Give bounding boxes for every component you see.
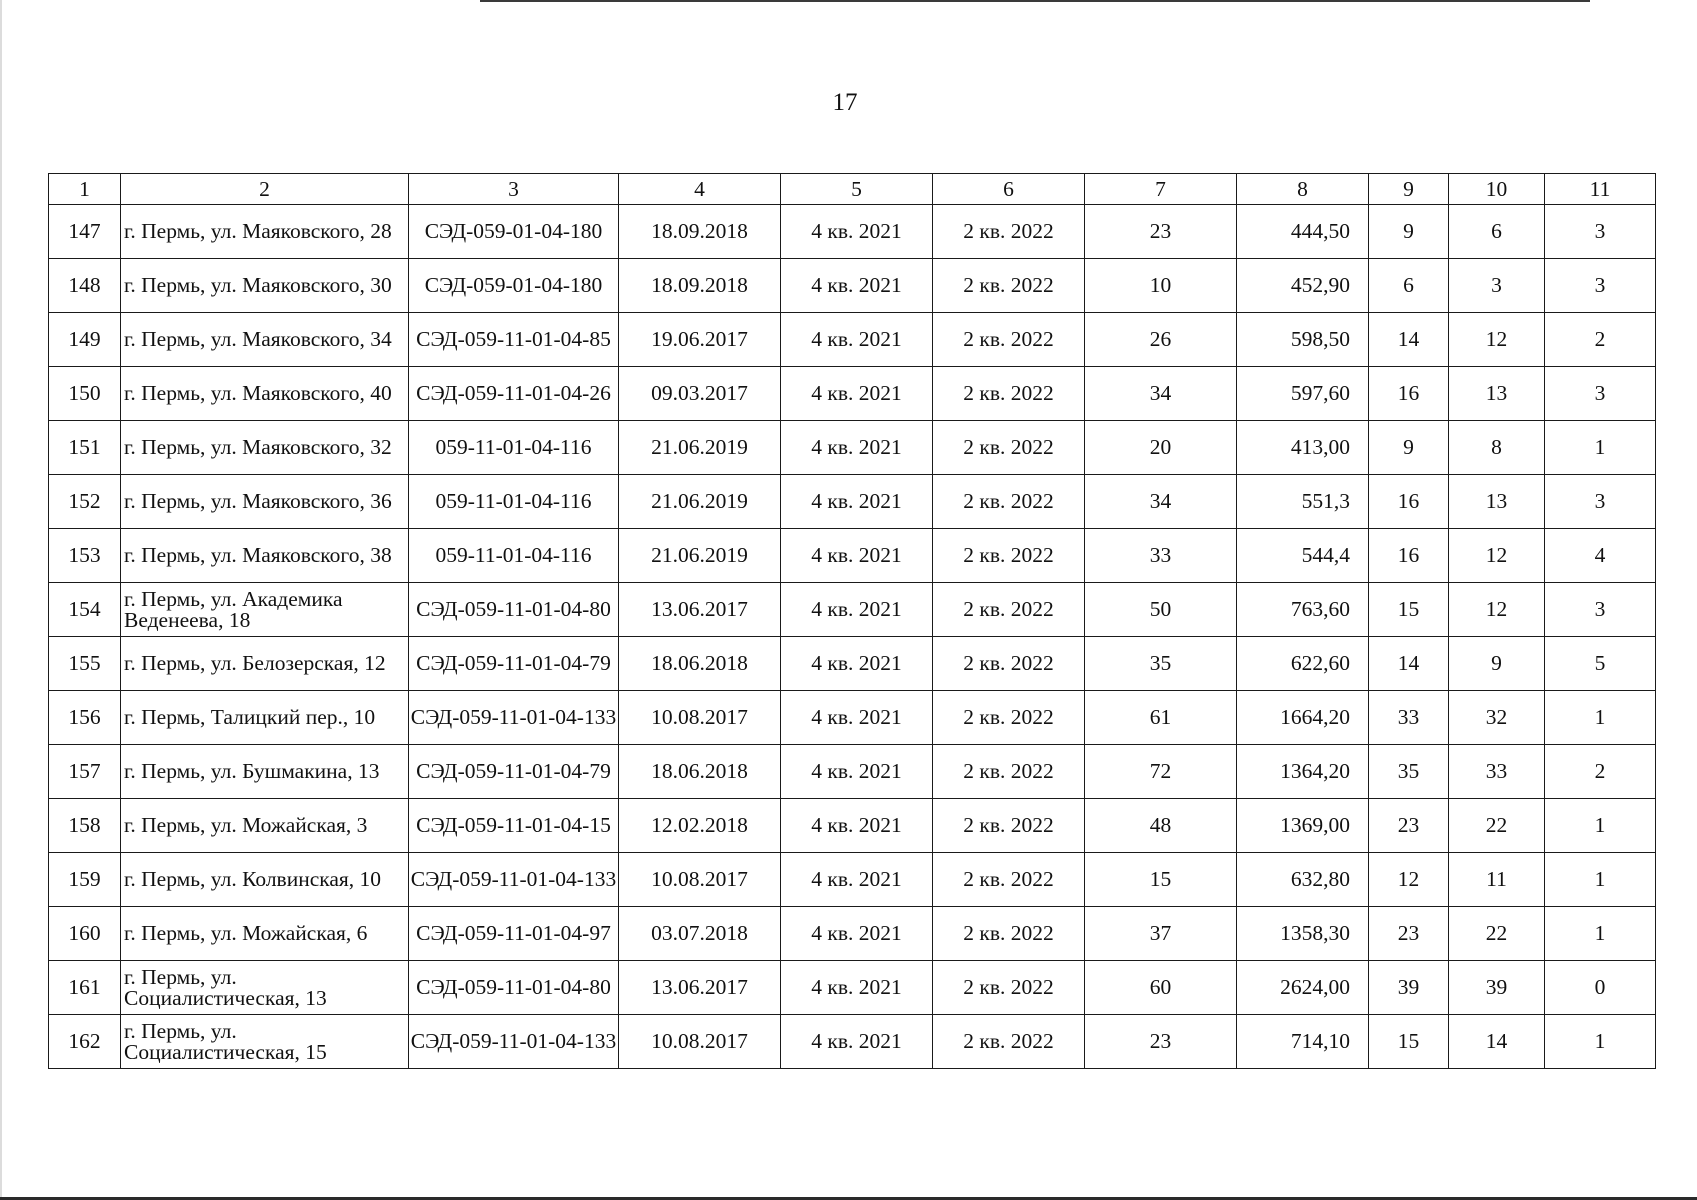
end-period-cell: 2 кв. 2022 — [933, 691, 1085, 745]
end-period-cell: 2 кв. 2022 — [933, 259, 1085, 313]
document-number-cell: СЭД-059-11-01-04-133 — [409, 691, 619, 745]
start-period-cell: 4 кв. 2021 — [781, 691, 933, 745]
column-10-cell: 12 — [1449, 583, 1545, 637]
end-period-cell: 2 кв. 2022 — [933, 313, 1085, 367]
column-10-cell: 22 — [1449, 907, 1545, 961]
document-number-cell: СЭД-059-11-01-04-133 — [409, 1015, 619, 1069]
scan-edge-top — [480, 0, 1590, 2]
row-number-cell: 160 — [49, 907, 121, 961]
document-number-cell: СЭД-059-11-01-04-79 — [409, 637, 619, 691]
address-cell: г. Пермь, ул. Колвинская, 10 — [121, 853, 409, 907]
column-11-cell: 3 — [1545, 259, 1656, 313]
document-number-cell: СЭД-059-11-01-04-80 — [409, 583, 619, 637]
column-number-row — [49, 174, 1656, 205]
end-period-cell: 2 кв. 2022 — [933, 961, 1085, 1015]
column-11-cell: 1 — [1545, 691, 1656, 745]
table-row — [49, 367, 1656, 421]
row-number-cell: 159 — [49, 853, 121, 907]
table-row — [49, 961, 1656, 1015]
column-10-cell: 13 — [1449, 367, 1545, 421]
row-number-cell: 151 — [49, 421, 121, 475]
column-10-cell: 33 — [1449, 745, 1545, 799]
column-7-cell: 20 — [1085, 421, 1237, 475]
column-11-cell: 3 — [1545, 367, 1656, 421]
end-period-cell: 2 кв. 2022 — [933, 799, 1085, 853]
column-header: 1 — [49, 174, 121, 205]
address-cell: г. Пермь, ул. Можайская, 6 — [121, 907, 409, 961]
document-number-cell: 059-11-01-04-116 — [409, 421, 619, 475]
column-8-cell: 2624,00 — [1237, 961, 1369, 1015]
table-row — [49, 313, 1656, 367]
document-number-cell: СЭД-059-11-01-04-85 — [409, 313, 619, 367]
column-11-cell: 1 — [1545, 421, 1656, 475]
column-11-cell: 2 — [1545, 313, 1656, 367]
table-row — [49, 1015, 1656, 1069]
end-period-cell: 2 кв. 2022 — [933, 907, 1085, 961]
column-8-cell: 622,60 — [1237, 637, 1369, 691]
column-10-cell: 3 — [1449, 259, 1545, 313]
column-11-cell: 1 — [1545, 907, 1656, 961]
end-period-cell: 2 кв. 2022 — [933, 529, 1085, 583]
row-number-cell: 154 — [49, 583, 121, 637]
table-row — [49, 691, 1656, 745]
column-7-cell: 10 — [1085, 259, 1237, 313]
start-period-cell: 4 кв. 2021 — [781, 205, 933, 259]
address-cell: г. Пермь, ул. Социалистическая, 13 — [121, 961, 409, 1015]
column-9-cell: 12 — [1369, 853, 1449, 907]
document-date-cell: 21.06.2019 — [619, 475, 781, 529]
column-9-cell: 14 — [1369, 637, 1449, 691]
document-number-cell: СЭД-059-11-01-04-79 — [409, 745, 619, 799]
column-9-cell: 14 — [1369, 313, 1449, 367]
column-8-cell: 1364,20 — [1237, 745, 1369, 799]
address-cell: г. Пермь, ул. Маяковского, 34 — [121, 313, 409, 367]
start-period-cell: 4 кв. 2021 — [781, 745, 933, 799]
column-10-cell: 22 — [1449, 799, 1545, 853]
start-period-cell: 4 кв. 2021 — [781, 907, 933, 961]
address-cell: г. Пермь, ул. Белозерская, 12 — [121, 637, 409, 691]
document-number-cell: 059-11-01-04-116 — [409, 475, 619, 529]
column-10-cell: 12 — [1449, 313, 1545, 367]
document-date-cell: 21.06.2019 — [619, 421, 781, 475]
column-11-cell: 4 — [1545, 529, 1656, 583]
address-cell: г. Пермь, ул. Маяковского, 40 — [121, 367, 409, 421]
column-9-cell: 9 — [1369, 205, 1449, 259]
address-cell: г. Пермь, ул. Можайская, 3 — [121, 799, 409, 853]
table-row — [49, 637, 1656, 691]
column-8-cell: 714,10 — [1237, 1015, 1369, 1069]
column-11-cell: 5 — [1545, 637, 1656, 691]
column-8-cell: 597,60 — [1237, 367, 1369, 421]
document-date-cell: 12.02.2018 — [619, 799, 781, 853]
start-period-cell: 4 кв. 2021 — [781, 961, 933, 1015]
column-7-cell: 15 — [1085, 853, 1237, 907]
start-period-cell: 4 кв. 2021 — [781, 475, 933, 529]
start-period-cell: 4 кв. 2021 — [781, 637, 933, 691]
row-number-cell: 157 — [49, 745, 121, 799]
end-period-cell: 2 кв. 2022 — [933, 421, 1085, 475]
address-cell: г. Пермь, Талицкий пер., 10 — [121, 691, 409, 745]
row-number-cell: 162 — [49, 1015, 121, 1069]
column-7-cell: 23 — [1085, 1015, 1237, 1069]
table-row — [49, 475, 1656, 529]
end-period-cell: 2 кв. 2022 — [933, 637, 1085, 691]
housing-registry-table — [48, 173, 1656, 1069]
column-10-cell: 8 — [1449, 421, 1545, 475]
table-row — [49, 907, 1656, 961]
column-9-cell: 23 — [1369, 799, 1449, 853]
row-number-cell: 150 — [49, 367, 121, 421]
row-number-cell: 155 — [49, 637, 121, 691]
column-header: 2 — [121, 174, 409, 205]
end-period-cell: 2 кв. 2022 — [933, 853, 1085, 907]
column-9-cell: 9 — [1369, 421, 1449, 475]
address-cell: г. Пермь, ул. Социалистическая, 15 — [121, 1015, 409, 1069]
column-7-cell: 50 — [1085, 583, 1237, 637]
column-10-cell: 9 — [1449, 637, 1545, 691]
column-header: 10 — [1449, 174, 1545, 205]
document-number-cell: СЭД-059-01-04-180 — [409, 205, 619, 259]
column-header: 6 — [933, 174, 1085, 205]
document-date-cell: 19.06.2017 — [619, 313, 781, 367]
document-number-cell: СЭД-059-01-04-180 — [409, 259, 619, 313]
column-header: 5 — [781, 174, 933, 205]
column-8-cell: 452,90 — [1237, 259, 1369, 313]
column-9-cell: 35 — [1369, 745, 1449, 799]
end-period-cell: 2 кв. 2022 — [933, 583, 1085, 637]
row-number-cell: 161 — [49, 961, 121, 1015]
column-8-cell: 413,00 — [1237, 421, 1369, 475]
row-number-cell: 148 — [49, 259, 121, 313]
column-9-cell: 39 — [1369, 961, 1449, 1015]
column-9-cell: 15 — [1369, 583, 1449, 637]
column-9-cell: 16 — [1369, 529, 1449, 583]
column-10-cell: 32 — [1449, 691, 1545, 745]
document-date-cell: 10.08.2017 — [619, 853, 781, 907]
column-9-cell: 16 — [1369, 367, 1449, 421]
address-cell: г. Пермь, ул. Академика Веденеева, 18 — [121, 583, 409, 637]
column-10-cell: 6 — [1449, 205, 1545, 259]
end-period-cell: 2 кв. 2022 — [933, 205, 1085, 259]
column-9-cell: 15 — [1369, 1015, 1449, 1069]
table-row — [49, 421, 1656, 475]
document-date-cell: 18.06.2018 — [619, 637, 781, 691]
start-period-cell: 4 кв. 2021 — [781, 313, 933, 367]
start-period-cell: 4 кв. 2021 — [781, 421, 933, 475]
column-7-cell: 60 — [1085, 961, 1237, 1015]
column-11-cell: 1 — [1545, 853, 1656, 907]
column-11-cell: 2 — [1545, 745, 1656, 799]
start-period-cell: 4 кв. 2021 — [781, 367, 933, 421]
document-date-cell: 10.08.2017 — [619, 1015, 781, 1069]
document-date-cell: 13.06.2017 — [619, 583, 781, 637]
document-date-cell: 03.07.2018 — [619, 907, 781, 961]
table-row — [49, 853, 1656, 907]
row-number-cell: 149 — [49, 313, 121, 367]
column-10-cell: 39 — [1449, 961, 1545, 1015]
document-date-cell: 18.06.2018 — [619, 745, 781, 799]
column-header: 11 — [1545, 174, 1656, 205]
column-7-cell: 23 — [1085, 205, 1237, 259]
column-7-cell: 34 — [1085, 367, 1237, 421]
scan-edge-left — [0, 0, 2, 1200]
column-11-cell: 1 — [1545, 1015, 1656, 1069]
document-date-cell: 21.06.2019 — [619, 529, 781, 583]
document-number-cell: СЭД-059-11-01-04-133 — [409, 853, 619, 907]
row-number-cell: 156 — [49, 691, 121, 745]
start-period-cell: 4 кв. 2021 — [781, 583, 933, 637]
column-8-cell: 444,50 — [1237, 205, 1369, 259]
document-date-cell: 09.03.2017 — [619, 367, 781, 421]
page-number: 17 — [832, 89, 858, 116]
column-9-cell: 23 — [1369, 907, 1449, 961]
address-cell: г. Пермь, ул. Бушмакина, 13 — [121, 745, 409, 799]
start-period-cell: 4 кв. 2021 — [781, 529, 933, 583]
column-10-cell: 11 — [1449, 853, 1545, 907]
table-body — [49, 174, 1656, 1069]
column-8-cell: 598,50 — [1237, 313, 1369, 367]
document-number-cell: СЭД-059-11-01-04-80 — [409, 961, 619, 1015]
column-7-cell: 48 — [1085, 799, 1237, 853]
column-7-cell: 37 — [1085, 907, 1237, 961]
column-9-cell: 6 — [1369, 259, 1449, 313]
end-period-cell: 2 кв. 2022 — [933, 1015, 1085, 1069]
column-7-cell: 26 — [1085, 313, 1237, 367]
column-7-cell: 34 — [1085, 475, 1237, 529]
column-11-cell: 1 — [1545, 799, 1656, 853]
column-8-cell: 544,4 — [1237, 529, 1369, 583]
document-date-cell: 18.09.2018 — [619, 259, 781, 313]
column-7-cell: 61 — [1085, 691, 1237, 745]
table-row — [49, 583, 1656, 637]
column-10-cell: 13 — [1449, 475, 1545, 529]
end-period-cell: 2 кв. 2022 — [933, 745, 1085, 799]
address-cell: г. Пермь, ул. Маяковского, 32 — [121, 421, 409, 475]
start-period-cell: 4 кв. 2021 — [781, 259, 933, 313]
column-8-cell: 1664,20 — [1237, 691, 1369, 745]
table-row — [49, 205, 1656, 259]
end-period-cell: 2 кв. 2022 — [933, 475, 1085, 529]
column-8-cell: 1369,00 — [1237, 799, 1369, 853]
column-7-cell: 72 — [1085, 745, 1237, 799]
column-11-cell: 3 — [1545, 583, 1656, 637]
row-number-cell: 152 — [49, 475, 121, 529]
document-number-cell: СЭД-059-11-01-04-26 — [409, 367, 619, 421]
table-row — [49, 259, 1656, 313]
column-8-cell: 763,60 — [1237, 583, 1369, 637]
address-cell: г. Пермь, ул. Маяковского, 28 — [121, 205, 409, 259]
column-10-cell: 14 — [1449, 1015, 1545, 1069]
document-number-cell: СЭД-059-11-01-04-97 — [409, 907, 619, 961]
column-header: 7 — [1085, 174, 1237, 205]
table-row — [49, 529, 1656, 583]
column-header: 8 — [1237, 174, 1369, 205]
table-row — [49, 745, 1656, 799]
address-cell: г. Пермь, ул. Маяковского, 30 — [121, 259, 409, 313]
address-cell: г. Пермь, ул. Маяковского, 38 — [121, 529, 409, 583]
column-header: 4 — [619, 174, 781, 205]
column-9-cell: 33 — [1369, 691, 1449, 745]
row-number-cell: 147 — [49, 205, 121, 259]
column-9-cell: 16 — [1369, 475, 1449, 529]
start-period-cell: 4 кв. 2021 — [781, 799, 933, 853]
document-date-cell: 13.06.2017 — [619, 961, 781, 1015]
document-date-cell: 18.09.2018 — [619, 205, 781, 259]
document-number-cell: 059-11-01-04-116 — [409, 529, 619, 583]
column-7-cell: 35 — [1085, 637, 1237, 691]
start-period-cell: 4 кв. 2021 — [781, 1015, 933, 1069]
row-number-cell: 158 — [49, 799, 121, 853]
column-8-cell: 551,3 — [1237, 475, 1369, 529]
column-10-cell: 12 — [1449, 529, 1545, 583]
column-11-cell: 0 — [1545, 961, 1656, 1015]
document-number-cell: СЭД-059-11-01-04-15 — [409, 799, 619, 853]
end-period-cell: 2 кв. 2022 — [933, 367, 1085, 421]
address-cell: г. Пермь, ул. Маяковского, 36 — [121, 475, 409, 529]
table-row — [49, 799, 1656, 853]
column-8-cell: 1358,30 — [1237, 907, 1369, 961]
document-date-cell: 10.08.2017 — [619, 691, 781, 745]
row-number-cell: 153 — [49, 529, 121, 583]
column-7-cell: 33 — [1085, 529, 1237, 583]
column-header: 3 — [409, 174, 619, 205]
column-11-cell: 3 — [1545, 205, 1656, 259]
column-11-cell: 3 — [1545, 475, 1656, 529]
column-8-cell: 632,80 — [1237, 853, 1369, 907]
column-header: 9 — [1369, 174, 1449, 205]
start-period-cell: 4 кв. 2021 — [781, 853, 933, 907]
